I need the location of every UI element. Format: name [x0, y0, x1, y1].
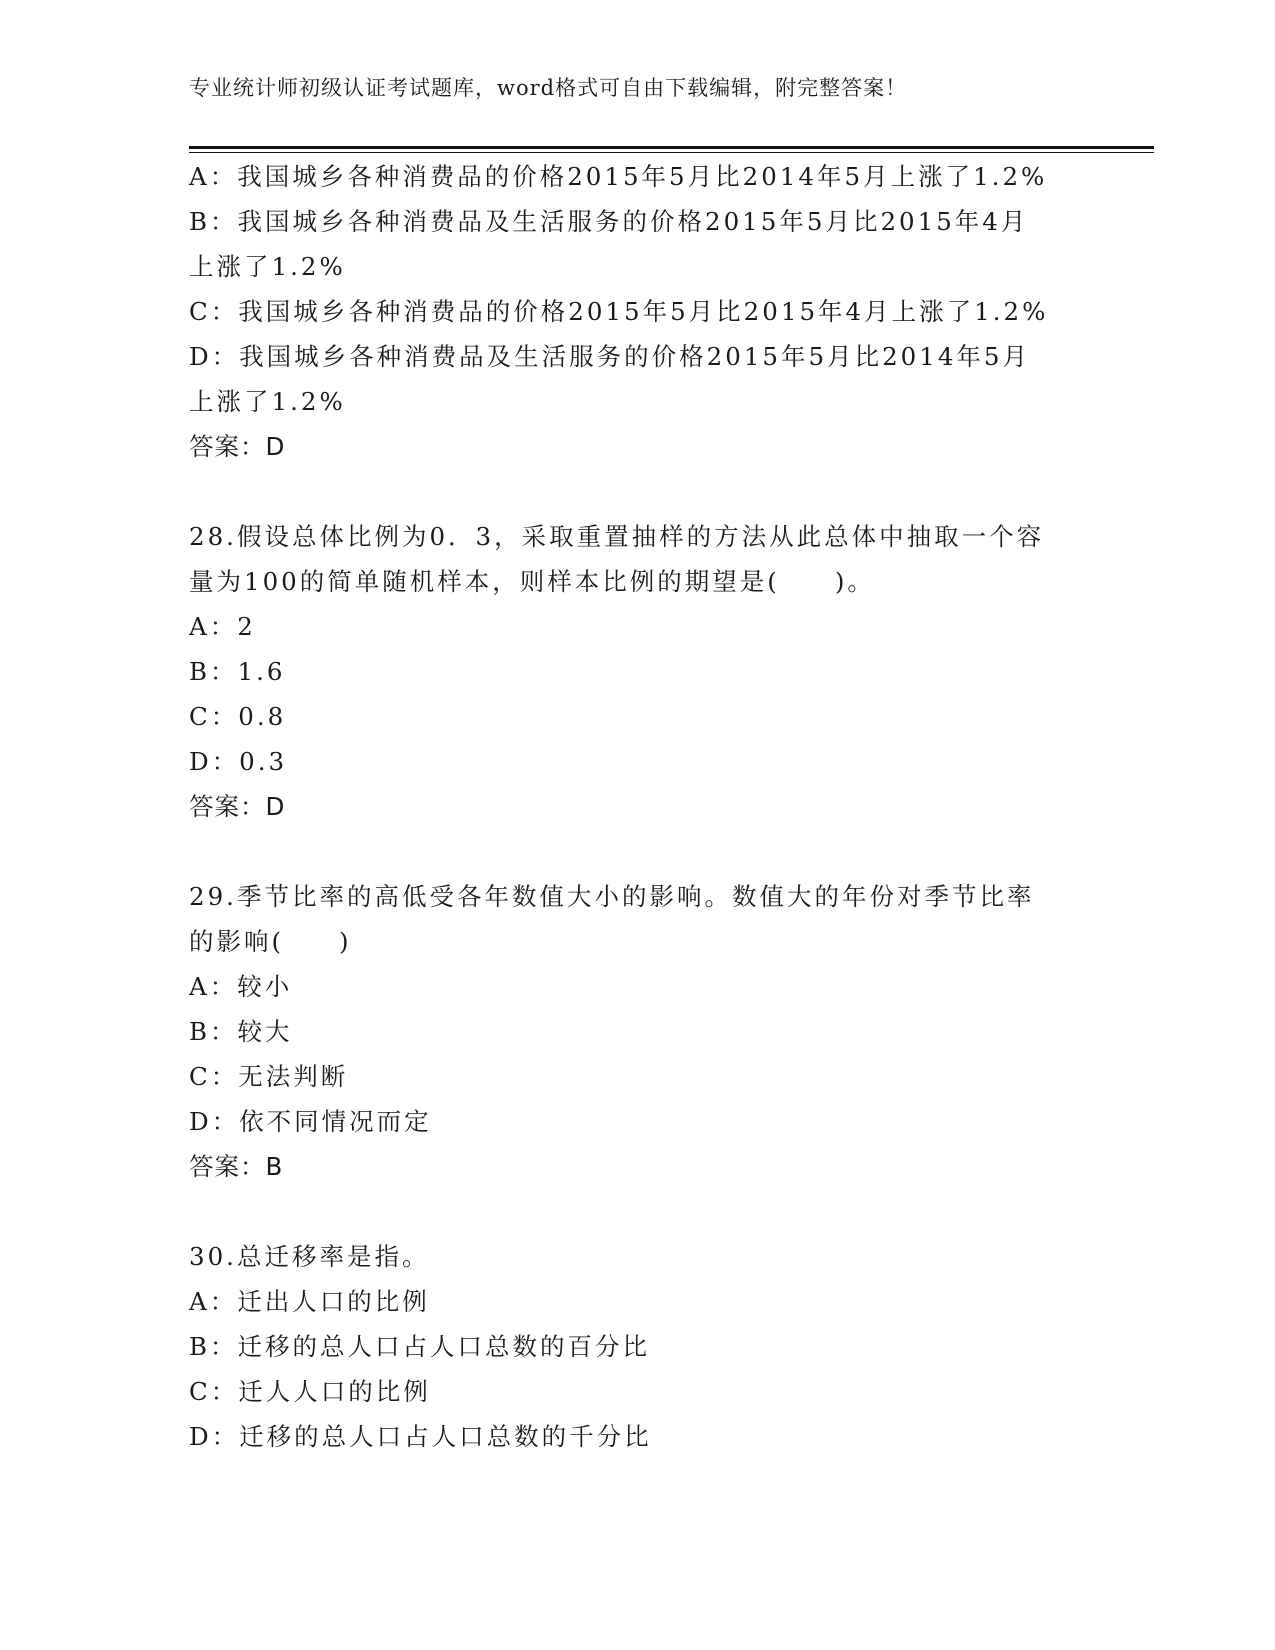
q28-stem: 28.假设总体比例为0．3，采取重置抽样的方法从此总体中抽取一个容: [189, 522, 1045, 551]
q27-option-c: C：我国城乡各种消费品的价格2015年5月比2015年4月上涨了1.2%: [189, 297, 1049, 326]
q29-stem: 29.季节比率的高低受各年数值大小的影响。数值大的年份对季节比率: [189, 882, 1035, 911]
q28-option-c: C：0.8: [189, 702, 287, 731]
page-header: 专业统计师初级认证考试题库，word格式可自由下载编辑，附完整答案！: [189, 76, 908, 100]
header-rule-thick: [189, 146, 1154, 149]
q28-stem-cont: 量为100的简单随机样本，则样本比例的期望是( )。: [189, 567, 875, 596]
q27-option-b-cont: 上涨了1.2%: [189, 252, 346, 281]
q29-option-b: B：较大: [189, 1017, 293, 1046]
header-rule-thin: [189, 152, 1154, 153]
q27-answer: 答案：D: [189, 432, 286, 461]
q29-option-c: C：无法判断: [189, 1062, 349, 1091]
q28-answer: 答案：D: [189, 792, 286, 821]
q27-option-a: A：我国城乡各种消费品的价格2015年5月比2014年5月上涨了1.2%: [189, 162, 1048, 191]
q27-option-d-cont: 上涨了1.2%: [189, 387, 346, 416]
q29-stem-cont: 的影响( ): [189, 927, 352, 956]
q30-option-a: A：迁出人口的比例: [189, 1287, 430, 1316]
q29-answer: 答案：B: [189, 1152, 284, 1181]
q28-option-a: A：2: [189, 612, 256, 641]
q30-option-b: B：迁移的总人口占人口总数的百分比: [189, 1332, 651, 1361]
q29-option-d: D：依不同情况而定: [189, 1107, 432, 1136]
q27-option-b: B：我国城乡各种消费品及生活服务的价格2015年5月比2015年4月: [189, 207, 1029, 236]
q27-option-d: D：我国城乡各种消费品及生活服务的价格2015年5月比2014年5月: [189, 342, 1031, 371]
q30-stem: 30.总迁移率是指。: [189, 1242, 430, 1271]
q29-option-a: A：较小: [189, 972, 293, 1001]
q28-option-d: D：0.3: [189, 747, 288, 776]
q28-option-b: B：1.6: [189, 657, 286, 686]
q30-option-c: C：迁人人口的比例: [189, 1377, 431, 1406]
q30-option-d: D：迁移的总人口占人口总数的千分比: [189, 1422, 652, 1451]
